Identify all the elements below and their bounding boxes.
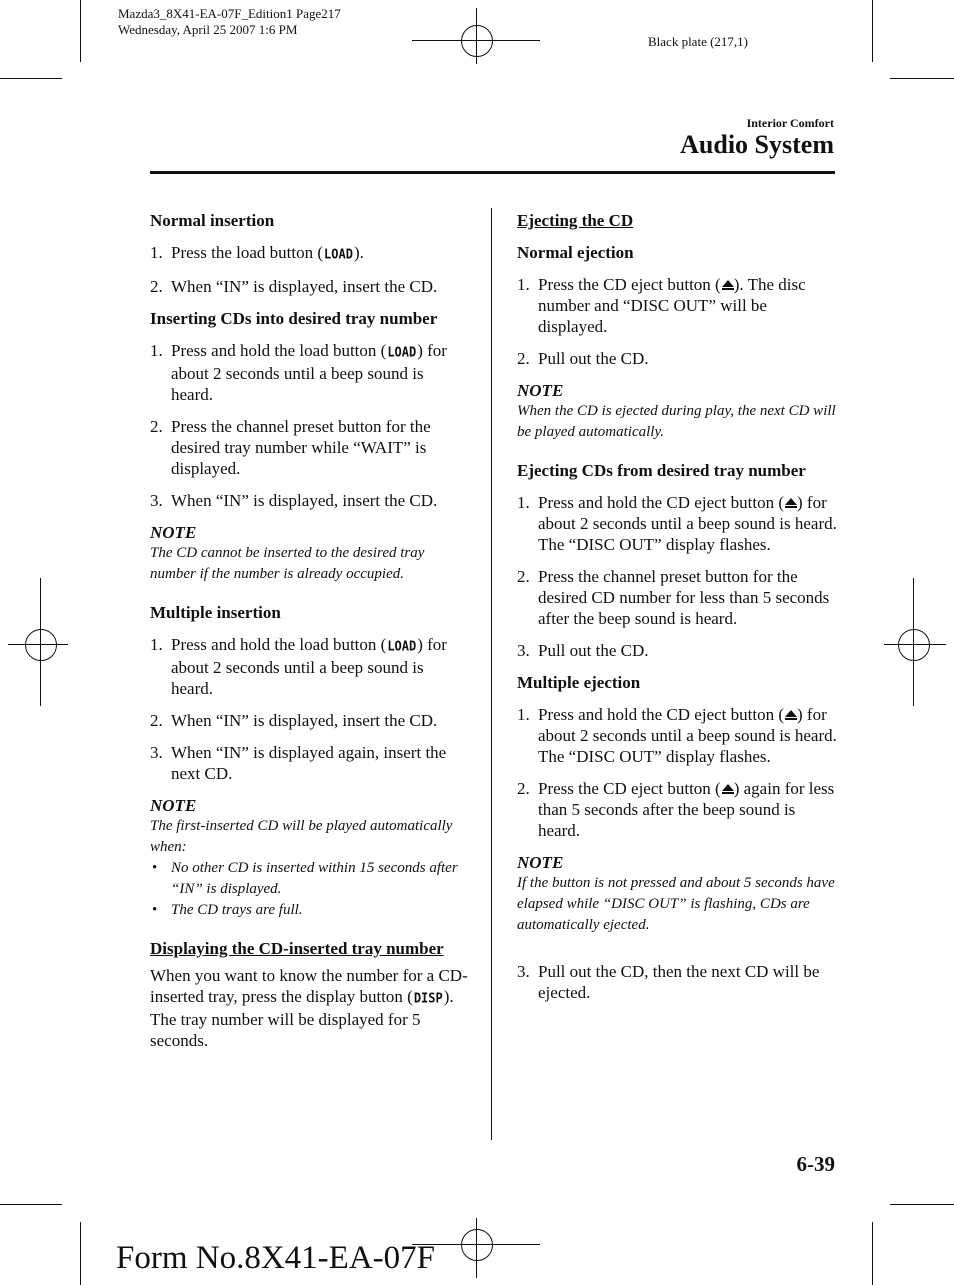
list-item	[517, 492, 839, 555]
list-item	[517, 704, 839, 767]
note-text: If the button is not pressed and about 5 seconds have elapsed while “DISC OUT” is flashing, CDs are automatically ejected.	[517, 875, 835, 933]
step-text: Press the load button (	[171, 243, 324, 262]
note-heading: NOTE	[150, 523, 197, 542]
step-subtext: The “DISC OUT” display flashes.	[538, 535, 771, 554]
step-number: 2.	[517, 779, 530, 798]
multiple-insertion-heading: Multiple insertion	[150, 603, 281, 622]
step-text: Pull out the CD.	[538, 349, 649, 368]
step-text: When “IN” is displayed, insert the CD.	[171, 277, 438, 296]
list-item	[150, 634, 468, 699]
list-item	[150, 490, 468, 511]
multiple-ejection-heading: Multiple ejection	[517, 673, 641, 692]
step-number: 1.	[150, 243, 163, 262]
para-text: ). The tray number will be displayed for 5 seconds.	[150, 987, 454, 1050]
step-number: 1.	[517, 275, 530, 294]
step-text: Press the channel preset button for the desired tray number while “WAIT” is displayed.	[171, 417, 431, 478]
form-number: Form No.8X41-EA-07F	[116, 1240, 435, 1276]
step-number: 3.	[517, 641, 530, 660]
step-text: Press the CD eject button (	[538, 275, 721, 294]
multiple-insertion-steps	[150, 634, 468, 784]
plate-label: Black plate (217,1)	[648, 34, 748, 49]
load-button-icon: LOAD	[387, 638, 417, 654]
left-column	[150, 210, 468, 1051]
normal-insertion-steps	[150, 242, 468, 297]
step-text: Press and hold the load button (	[171, 341, 387, 360]
print-date-line: Wednesday, April 25 2007 1:6 PM	[118, 22, 298, 37]
step-text: Press the channel preset button for the desired CD number for less than 5 seconds after the beep sound is heard.	[538, 567, 830, 628]
tray-insertion-steps	[150, 340, 468, 511]
bullet-text: No other CD is inserted within 15 seconds after “IN” is displayed.	[171, 860, 458, 897]
list-item	[150, 242, 468, 265]
print-metadata	[118, 6, 341, 38]
tray-insertion-heading: Inserting CDs into desired tray number	[150, 309, 438, 328]
step-number: 1.	[150, 341, 163, 360]
page-title: Audio System	[680, 130, 834, 159]
step-number: 3.	[150, 743, 163, 762]
note-heading: NOTE	[517, 853, 564, 872]
list-item	[517, 961, 839, 1003]
step-text: When “IN” is displayed, insert the CD.	[171, 491, 438, 510]
list-item	[150, 416, 468, 479]
step-subtext: The “DISC OUT” display flashes.	[538, 747, 771, 766]
eject-icon	[784, 710, 797, 721]
list-item	[517, 274, 839, 337]
step-number: 2.	[150, 711, 163, 730]
list-item	[517, 566, 839, 629]
step-number: 2.	[517, 567, 530, 586]
eject-icon	[721, 784, 734, 795]
note-bullets	[150, 858, 468, 921]
step-number: 3.	[517, 962, 530, 981]
step-text: ) for about 2 seconds until a beep sound is heard.	[538, 493, 837, 533]
display-tray-heading: Displaying the CD-inserted tray number	[150, 939, 444, 958]
multiple-ejection-steps	[517, 704, 839, 841]
bullet-icon: •	[152, 902, 158, 918]
step-text: When “IN” is displayed, insert the CD.	[171, 711, 438, 730]
step-number: 1.	[150, 635, 163, 654]
ejecting-heading: Ejecting the CD	[517, 211, 634, 230]
list-item	[517, 348, 839, 369]
step-number: 3.	[150, 491, 163, 510]
column-divider	[491, 208, 492, 1140]
normal-ejection-steps	[517, 274, 839, 369]
note-text: The CD cannot be inserted to the desired tray number if the number is already occupied.	[150, 545, 425, 582]
list-item	[517, 640, 839, 661]
bullet-text: The CD trays are full.	[171, 902, 303, 918]
normal-insertion-heading: Normal insertion	[150, 211, 275, 230]
right-column	[517, 210, 839, 1014]
list-item	[150, 858, 468, 900]
normal-ejection-heading: Normal ejection	[517, 243, 634, 262]
list-item	[150, 742, 468, 784]
step-text: When “IN” is displayed again, insert the next CD.	[171, 743, 447, 783]
eject-icon	[784, 498, 797, 509]
note-text: The first-inserted CD will be played automatically when:	[150, 818, 453, 855]
step-number: 2.	[150, 417, 163, 436]
list-item	[150, 710, 468, 731]
list-item	[150, 276, 468, 297]
step-text: ). The disc number and “DISC OUT” will be displayed.	[538, 275, 806, 336]
step-text: ).	[353, 243, 364, 262]
list-item	[150, 340, 468, 405]
tray-ejection-steps	[517, 492, 839, 661]
section-label: Interior Comfort	[746, 116, 834, 130]
tray-ejection-heading: Ejecting CDs from desired tray number	[517, 461, 806, 480]
step-text: Pull out the CD.	[538, 641, 649, 660]
list-item	[517, 778, 839, 841]
load-button-icon: LOAD	[324, 246, 353, 262]
step-text: ) for about 2 seconds until a beep sound is heard.	[171, 341, 447, 404]
step-text: ) for about 2 seconds until a beep sound is heard.	[171, 635, 447, 698]
title-rule	[150, 171, 835, 174]
step-text: ) for about 2 seconds until a beep sound is heard.	[538, 705, 837, 745]
page-number: 6-39	[796, 1152, 835, 1176]
eject-icon	[721, 280, 734, 291]
disp-button-icon: DISP	[413, 990, 443, 1006]
step-number: 1.	[517, 705, 530, 724]
bullet-icon: •	[152, 860, 158, 876]
step-text: Press and hold the CD eject button (	[538, 705, 784, 724]
step-text: Pull out the CD, then the next CD will be ejected.	[538, 962, 820, 1002]
step-text: Press and hold the CD eject button (	[538, 493, 784, 512]
step-text: Press the CD eject button (	[538, 779, 721, 798]
print-file-line: Mazda3_8X41-EA-07F_Edition1 Page217	[118, 6, 341, 21]
note-text: When the CD is ejected during play, the next CD will be played automatically.	[517, 403, 836, 440]
step-text: Press and hold the load button (	[171, 635, 387, 654]
note-heading: NOTE	[150, 796, 197, 815]
step-number: 2.	[517, 349, 530, 368]
step-number: 1.	[517, 493, 530, 512]
list-item	[150, 900, 468, 921]
display-tray-paragraph	[150, 965, 468, 1051]
multiple-ejection-steps-cont	[517, 961, 839, 1003]
para-text: When you want to know the number for a CD-inserted tray, press the display button (	[150, 966, 468, 1006]
load-button-icon: LOAD	[387, 344, 417, 360]
step-text: ) again for less than 5 seconds after the beep sound is heard.	[538, 779, 835, 840]
note-heading: NOTE	[517, 381, 564, 400]
step-number: 2.	[150, 277, 163, 296]
